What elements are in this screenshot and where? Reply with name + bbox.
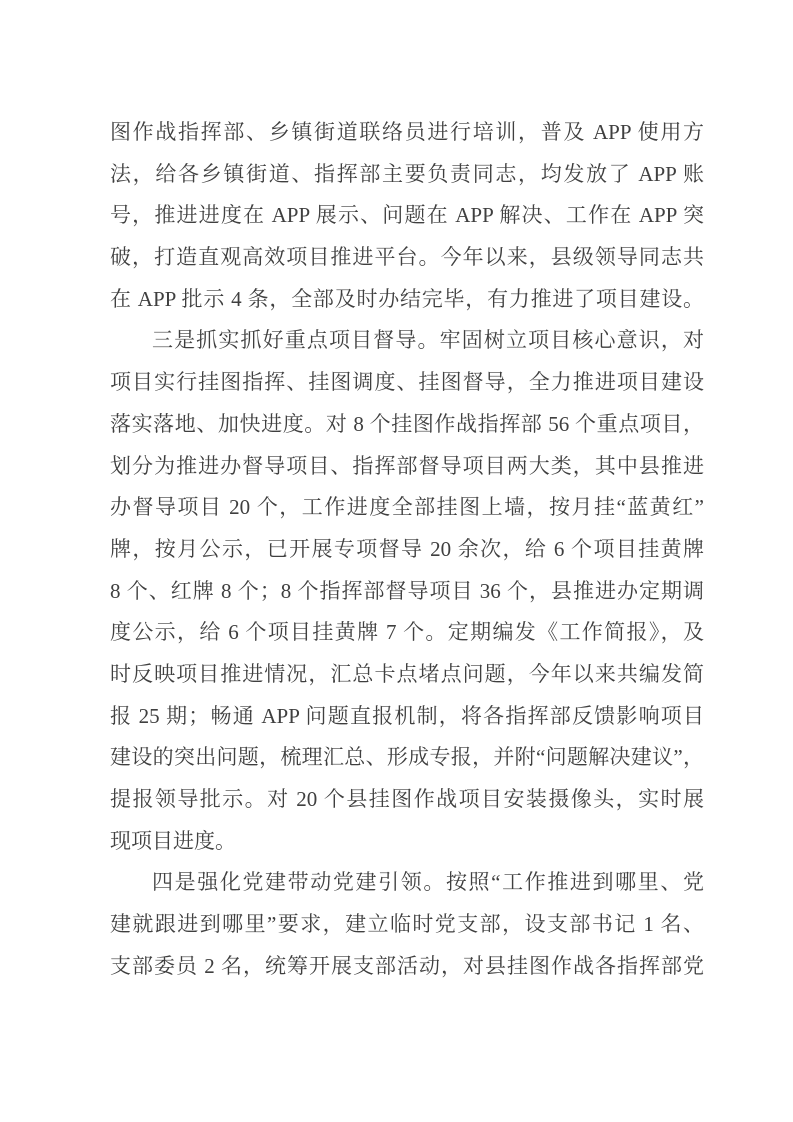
text-line: 建设的突出问题，梳理汇总、形成专报，并附“问题解决建议”， <box>110 745 704 770</box>
text-line-paragraph-start: 三是抓实抓好重点项目督导。牢固树立项目核心意识，对 <box>152 328 704 353</box>
text-line: 号，推进进度在 APP 展示、问题在 APP 解决、工作在 APP 突 <box>110 203 704 228</box>
text-line: 支部委员 2 名，统筹开展支部活动，对县挂图作战各指挥部党 <box>110 953 704 978</box>
text-line: 图作战指挥部、乡镇街道联络员进行培训，普及 APP 使用方 <box>110 120 704 144</box>
text-line: 划分为推进办督导项目、指挥部督导项目两大类，其中县推进 <box>110 453 704 478</box>
text-line: 牌，按月公示，已开展专项督导 20 余次，给 6 个项目挂黄牌 <box>110 536 704 561</box>
document-text <box>110 112 704 987</box>
text-line: 建就跟进到哪里”要求，建立临时党支部，设支部书记 1 名、 <box>110 912 704 937</box>
text-line: 破，打造直观高效项目推进平台。今年以来，县级领导同志共 <box>110 245 704 270</box>
text-line: 办督导项目 20 个，工作进度全部挂图上墙，按月挂“蓝黄红” <box>110 495 704 520</box>
text-line: 提报领导批示。对 20 个县挂图作战项目安装摄像头，实时展 <box>110 787 704 811</box>
text-line: 8 个、红牌 8 个；8 个指挥部督导项目 36 个，县推进办定期调 <box>110 578 704 603</box>
text-line-paragraph-start: 四是强化党建带动党建引领。按照“工作推进到哪里、党 <box>152 870 704 895</box>
text-line-paragraph-end: 现项目进度。 <box>110 828 236 853</box>
text-line: 项目实行挂图指挥、挂图调度、挂图督导，全力推进项目建设 <box>110 370 704 395</box>
text-line: 法，给各乡镇街道、指挥部主要负责同志，均发放了 APP 账 <box>110 161 704 186</box>
text-line: 度公示，给 6 个项目挂黄牌 7 个。定期编发《工作简报》，及 <box>110 620 704 645</box>
text-line: 落实落地、加快进度。对 8 个挂图作战指挥部 56 个重点项目， <box>110 411 704 436</box>
text-line: 时反映项目推进情况，汇总卡点堵点问题，今年以来共编发简 <box>110 661 704 686</box>
text-line: 在 APP 批示 4 条，全部及时办结完毕，有力推进了项目建设。 <box>110 286 704 311</box>
text-line: 报 25 期；畅通 APP 问题直报机制，将各指挥部反馈影响项目 <box>110 703 704 728</box>
